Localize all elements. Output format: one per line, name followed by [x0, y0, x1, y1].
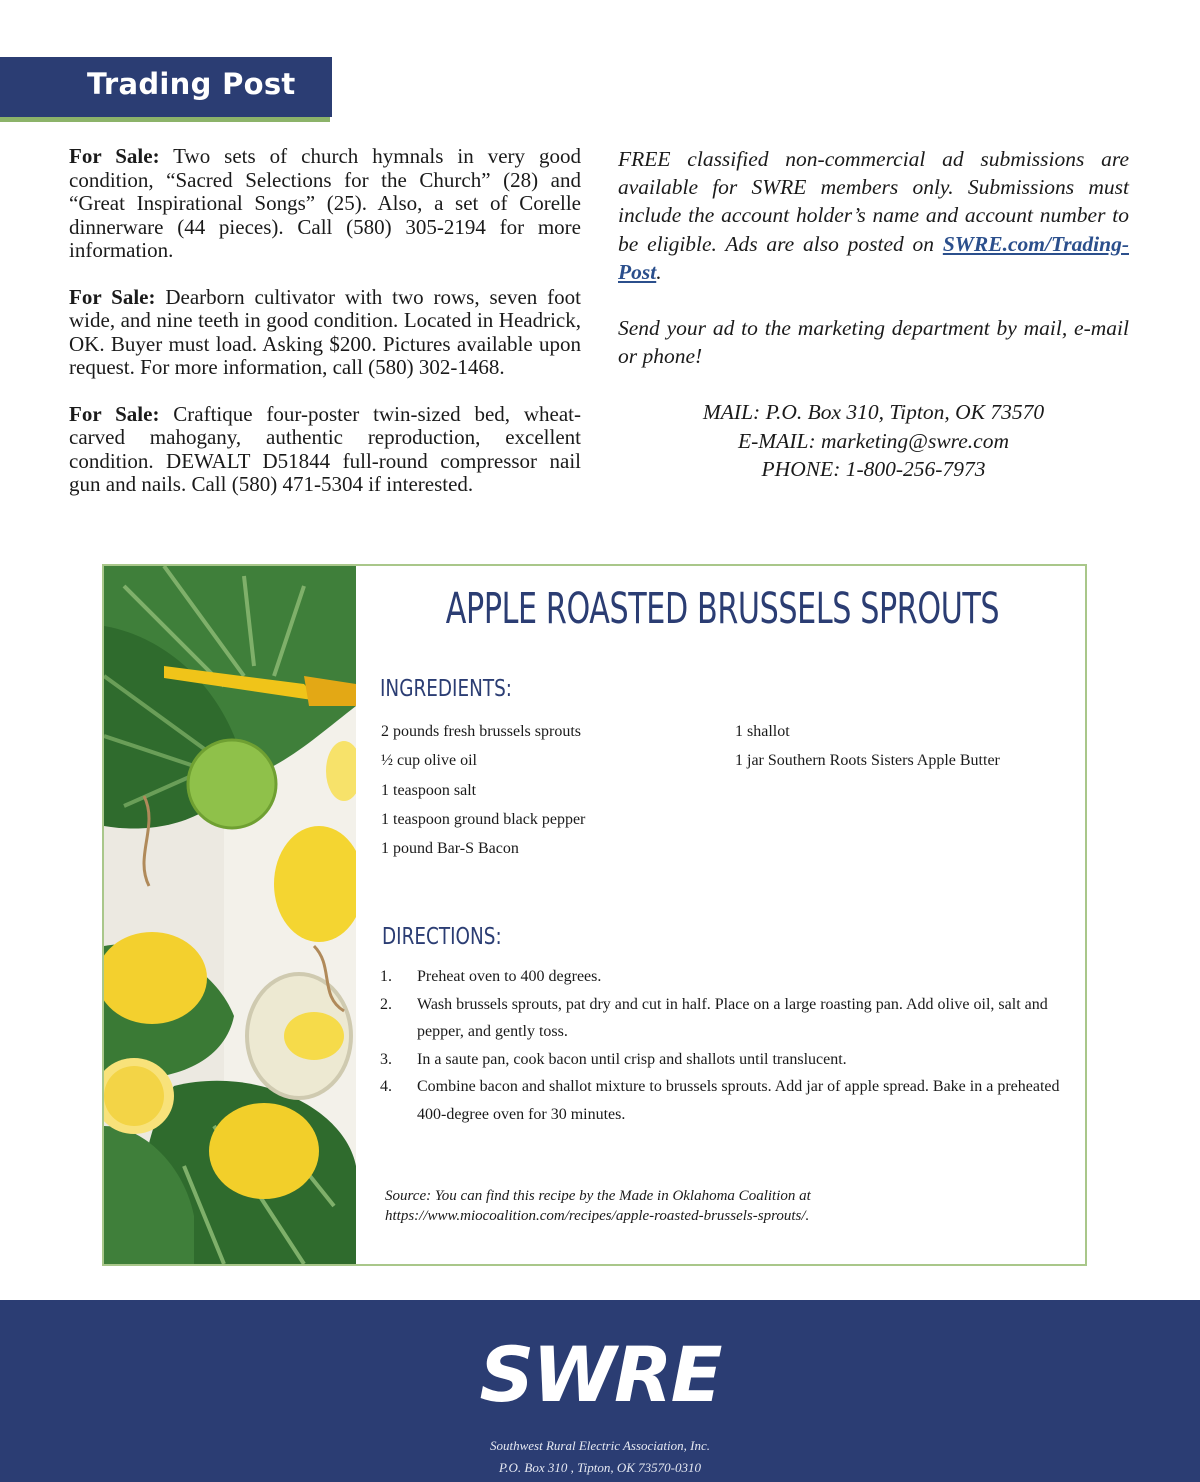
contact-phone: PHONE: 1-800-256-7973 — [761, 456, 986, 481]
contact-email: E-MAIL: marketing@swre.com — [738, 428, 1009, 453]
step-text: Wash brussels sprouts, pat dry and cut in half. Place on a large roasting pan. Add olive oil, salt and pepper, and gently toss. — [417, 995, 1048, 1040]
direction-step — [380, 991, 1070, 1046]
ad-label: For Sale: — [69, 284, 156, 309]
ad-text: Two sets of church hymnals in very good condition, “Sacred Selections for the Church” (28) and “Great Inspirational Songs” (25). Also, a set of Corelle dinnerware (44 pieces). Call (580) 305-2194 for more information. — [69, 144, 581, 262]
directions-list — [380, 963, 1070, 1128]
direction-step — [380, 1073, 1070, 1128]
recipe-title: APPLE ROASTED BRUSSELS SPROUTS — [445, 584, 1000, 634]
ingredient-item: 1 teaspoon salt — [381, 781, 477, 799]
step-number: 4. — [380, 1078, 392, 1095]
directions-heading: DIRECTIONS: — [382, 924, 502, 950]
submission-paragraph: FREE classified non-commercial ad submissions are available for SWRE members only. Submissions must include the account holder’s name and account number to be eligible. Ads are also posted on SWRE.com/Trading-Post. — [618, 147, 1129, 284]
submission-info — [618, 145, 1129, 483]
direction-step — [380, 963, 1070, 991]
ad-text: Dearborn cultivator with two rows, seven foot wide, and nine teeth in good condition. Located in Headrick, OK. Buyer must load. Asking $200. Pictures available upon request. For more information, call (580) 302-1468. — [69, 284, 581, 379]
step-number: 2. — [380, 995, 392, 1013]
ad-text: Craftique four-poster twin-sized bed, wheat-carved mahogany, authentic reproduction, excellent condition. DEWALT D51844 full-round compressor nail gun and nails. Call (580) 471-5304 if interested. — [69, 401, 581, 496]
recipe-photo — [104, 566, 356, 1264]
step-number: 3. — [380, 1050, 392, 1068]
page-title: Trading Post — [87, 67, 296, 101]
banner-accent-bar — [0, 117, 330, 122]
ad-item — [69, 403, 581, 497]
step-text: Combine bacon and shallot mixture to brussels sprouts. Add jar of apple spread. Bake in a preheated 400-degree oven for 30 minutes. — [417, 1078, 1060, 1123]
direction-step — [380, 1046, 1070, 1074]
step-text: In a saute pan, cook bacon until crisp and shallots until translucent. — [417, 1050, 847, 1068]
ingredients-list — [381, 717, 585, 863]
ingredient-item: 1 pound Bar-S Bacon — [381, 840, 519, 858]
ad-item — [69, 145, 581, 263]
ingredient-item: 1 jar Southern Roots Sisters Apple Butter — [735, 752, 1000, 770]
ingredients-list-2 — [735, 717, 1000, 776]
step-number: 1. — [380, 968, 392, 985]
step-text: Preheat oven to 400 degrees. — [417, 968, 602, 985]
ad-item — [69, 286, 581, 380]
footer-org-name: Southwest Rural Electric Association, Inc. — [489, 1438, 710, 1453]
footer-address: P.O. Box 310 , Tipton, OK 73570-0310 — [499, 1460, 701, 1475]
ad-label: For Sale: — [69, 401, 160, 426]
ad-label: For Sale: — [69, 144, 160, 168]
classified-ads — [69, 145, 581, 520]
send-ad-paragraph: Send your ad to the marketing department by mail, e-mail or phone! — [618, 316, 1129, 369]
ingredient-item: 2 pounds fresh brussels sprouts — [381, 723, 581, 740]
ingredient-item: 1 shallot — [735, 723, 790, 740]
trading-post-link[interactable]: SWRE.com/Trading-Post — [618, 231, 1129, 284]
contact-mail: MAIL: P.O. Box 310, Tipton, OK 73570 — [702, 400, 1045, 425]
ingredient-item: 1 teaspoon ground black pepper — [381, 810, 586, 828]
recipe-card — [102, 564, 1087, 1266]
ingredients-heading: INGREDIENTS: — [380, 676, 512, 702]
ingredient-item: ½ cup olive oil — [381, 752, 477, 770]
swre-logo: SWRE — [479, 1330, 721, 1419]
recipe-source: Source: You can find this recipe by the Made in Oklahoma Coalition at https://www.miocoalition.com/recipes/apple-roasted-brussels-sprouts/. — [385, 1188, 811, 1224]
contact-block — [618, 398, 1129, 483]
footer — [0, 1300, 1200, 1482]
